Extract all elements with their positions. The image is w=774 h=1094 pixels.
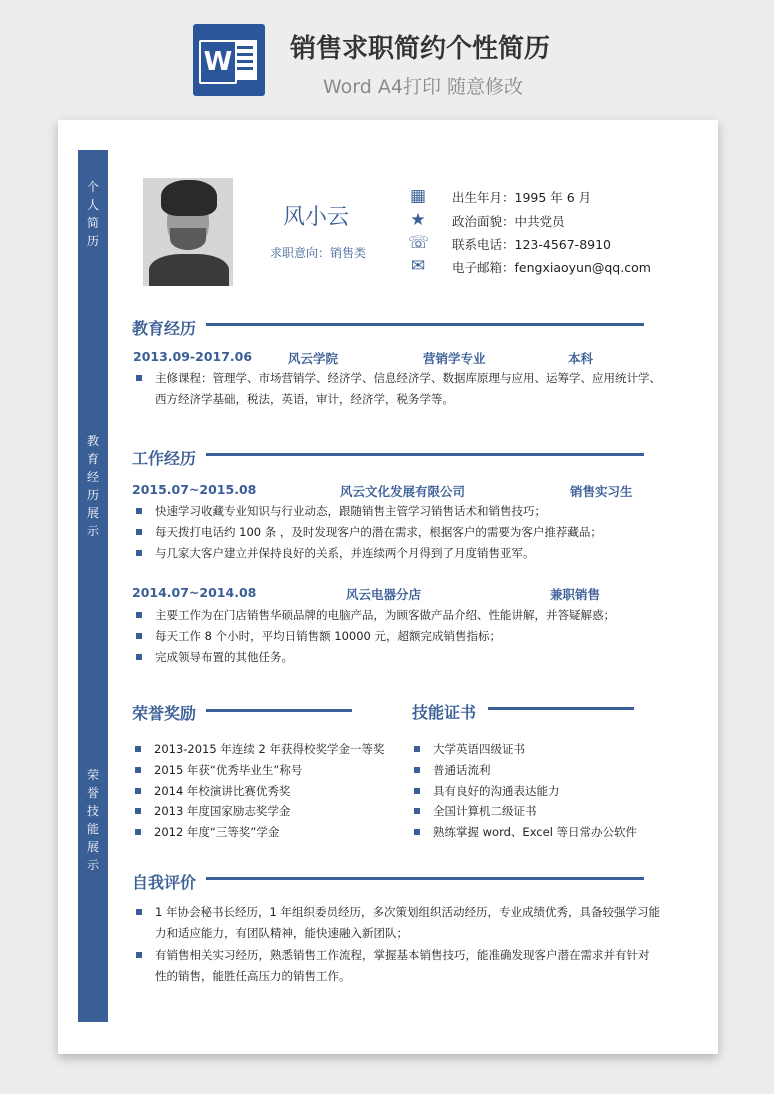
education-degree: 本科: [568, 351, 594, 366]
list-item: 大学英语四级证书: [433, 739, 525, 760]
section-title-self-eval: 自我评价: [132, 873, 197, 892]
word-icon: [193, 24, 265, 96]
education-major: 营销学专业: [423, 351, 486, 366]
job-company: 风云电器分店: [346, 587, 422, 602]
list-item: 主修课程：管理学、市场营销学、经济学、信息经济学、数据库原理与应用、运筹学、应用统计学、 西方经济学基础，税法，英语，审计，经济学，税务学等。: [155, 368, 661, 410]
phone-icon: ☏: [408, 233, 430, 253]
education-period: 2013.09-2017.06: [133, 349, 253, 364]
section-title-honors: 荣誉奖励: [132, 704, 197, 723]
candidate-name: 风小云: [283, 205, 350, 230]
job-role: 兼职销售: [550, 587, 601, 602]
section-divider: [206, 709, 352, 712]
job-period: 2014.07~2014.08: [132, 585, 257, 600]
star-icon: ★: [410, 210, 426, 230]
page-title: 销售求职简约个性简历: [290, 34, 551, 64]
sidebar-label-honors: 荣 誉 技 能 展 示: [86, 768, 99, 872]
list-item: 2015 年获“优秀毕业生”称号: [154, 760, 302, 781]
avatar: [143, 178, 233, 286]
sidebar-label-education: 教 育 经 历 展 示: [86, 434, 99, 538]
list-item: 全国计算机二级证书: [433, 801, 537, 822]
sidebar-label-profile: 个 人 简 历: [86, 180, 99, 248]
list-item: 完成领导布置的其他任务。: [155, 647, 293, 668]
list-item: 普通话流利: [433, 760, 491, 781]
list-item: 每天工作 8 个小时，平均日销售额 10000 元，超额完成销售指标；: [155, 626, 501, 647]
header: [0, 0, 774, 110]
list-item: 快速学习收藏专业知识与行业动态，跟随销售主管学习销售话术和销售技巧；: [155, 501, 546, 522]
list-item: 2013 年度国家励志奖学金: [154, 801, 290, 822]
job-period: 2015.07~2015.08: [132, 482, 257, 497]
word-icon-letter: W: [199, 40, 237, 84]
education-school: 风云学院: [288, 351, 339, 366]
resume-paper: 个 人 简 历 教 育 经 历 展 示 荣 誉 技 能 展 示 风小云 求职意向：销售类 ▦ 出生年月：1995 年 6 月 ★ 政治面貌：中共党员 ☏ 联系电话：123-4567-8910 ✉ 电子邮箱：fengxiaoyun@qq.com 教育经历 2013.09-2017.06 风云学院 营销学专业 本科 主修课程：管理学、市场营销学、经济学、信息经济学、数据库原理与应用、运筹学、应用统计学、 西方经济学基础，税法，英语，审计，经济学，税务学等。 工作经历 2015.07~2015.08 风云文化发展有限公司 销售实习生 快速学习收藏专业知识与行业动态，跟随销售主管学习销售话术和销售技巧； 每天拨打电话约 100 条 ，及时发现客户的潜在需求，根据客户的需要为客户推荐藏品； 与几家大客户建立并保持良好的关系，并连续两个月得到了月度销售亚军。 2014.07~2014.08 风云电器分店 兼职销售 主要工作为在门店销售华硕品牌的电脑产品，为顾客做产品介绍、性能讲解，并答疑解惑； 每天工作 8 个小时，平均日销售额 10000 元，超额完成销售指标； 完成领导布置的其他任务。 荣誉奖励 2013-2015 年连续 2 年获得校奖学金一等奖 2015 年获“优秀毕业生”称号 2014 年校演讲比赛优秀奖 2013 年度国家励志奖学金 2012 年度“三等奖”学金 技能证书 大学英语四级证书 普通话流利 具有良好的沟通表达能力 全国计算机二级证书 熟练掌握 word、Excel 等日常办公软件 自我评价 1 年协会秘书长经历，1 年组织委员经历，多次策划组织活动经历，专业成绩优秀，具备较强学习能 力和适应能力，有团队精神，能快速融入新团队； 有销售相关实习经历，熟悉销售工作流程，掌握基本销售技巧，能准确发现客户潜在需求并有针对 性的销售，能胜任高压力的销售工作。: [58, 120, 718, 1054]
list-item: 熟练掌握 word、Excel 等日常办公软件: [433, 822, 637, 843]
section-title-education: 教育经历: [132, 319, 197, 338]
list-item: 主要工作为在门店销售华硕品牌的电脑产品，为顾客做产品介绍、性能讲解，并答疑解惑；: [155, 605, 615, 626]
list-item: 2013-2015 年连续 2 年获得校奖学金一等奖: [154, 739, 384, 760]
list-item: 1 年协会秘书长经历，1 年组织委员经历，多次策划组织活动经历，专业成绩优秀，具备较强学习能 力和适应能力，有团队精神，能快速融入新团队；: [155, 902, 660, 944]
section-divider: [206, 453, 644, 456]
section-divider: [206, 323, 644, 326]
job-intent: 求职意向：销售类: [270, 246, 367, 260]
list-item: 有销售相关实习经历，熟悉销售工作流程，掌握基本销售技巧，能准确发现客户潜在需求并有针对 性的销售，能胜任高压力的销售工作。: [155, 945, 650, 987]
list-item: 2014 年校演讲比赛优秀奖: [154, 781, 290, 802]
list-item: 与几家大客户建立并保持良好的关系，并连续两个月得到了月度销售亚军。: [155, 543, 535, 564]
section-title-skills: 技能证书: [412, 703, 477, 722]
calendar-icon: ▦: [409, 186, 427, 206]
list-item: 2012 年度“三等奖”学金: [154, 822, 279, 843]
section-divider: [206, 877, 644, 880]
page-subtitle: Word A4打印 随意修改: [323, 76, 524, 98]
list-item: 每天拨打电话约 100 条 ，及时发现客户的潜在需求，根据客户的需要为客户推荐藏品；: [155, 522, 602, 543]
job-company: 风云文化发展有限公司: [340, 484, 466, 499]
list-item: 具有良好的沟通表达能力: [433, 781, 560, 802]
job-role: 销售实习生: [570, 484, 633, 499]
section-divider: [488, 707, 634, 710]
mail-icon: ✉: [410, 256, 426, 276]
section-title-work: 工作经历: [132, 449, 197, 468]
sidebar: [78, 150, 108, 1022]
